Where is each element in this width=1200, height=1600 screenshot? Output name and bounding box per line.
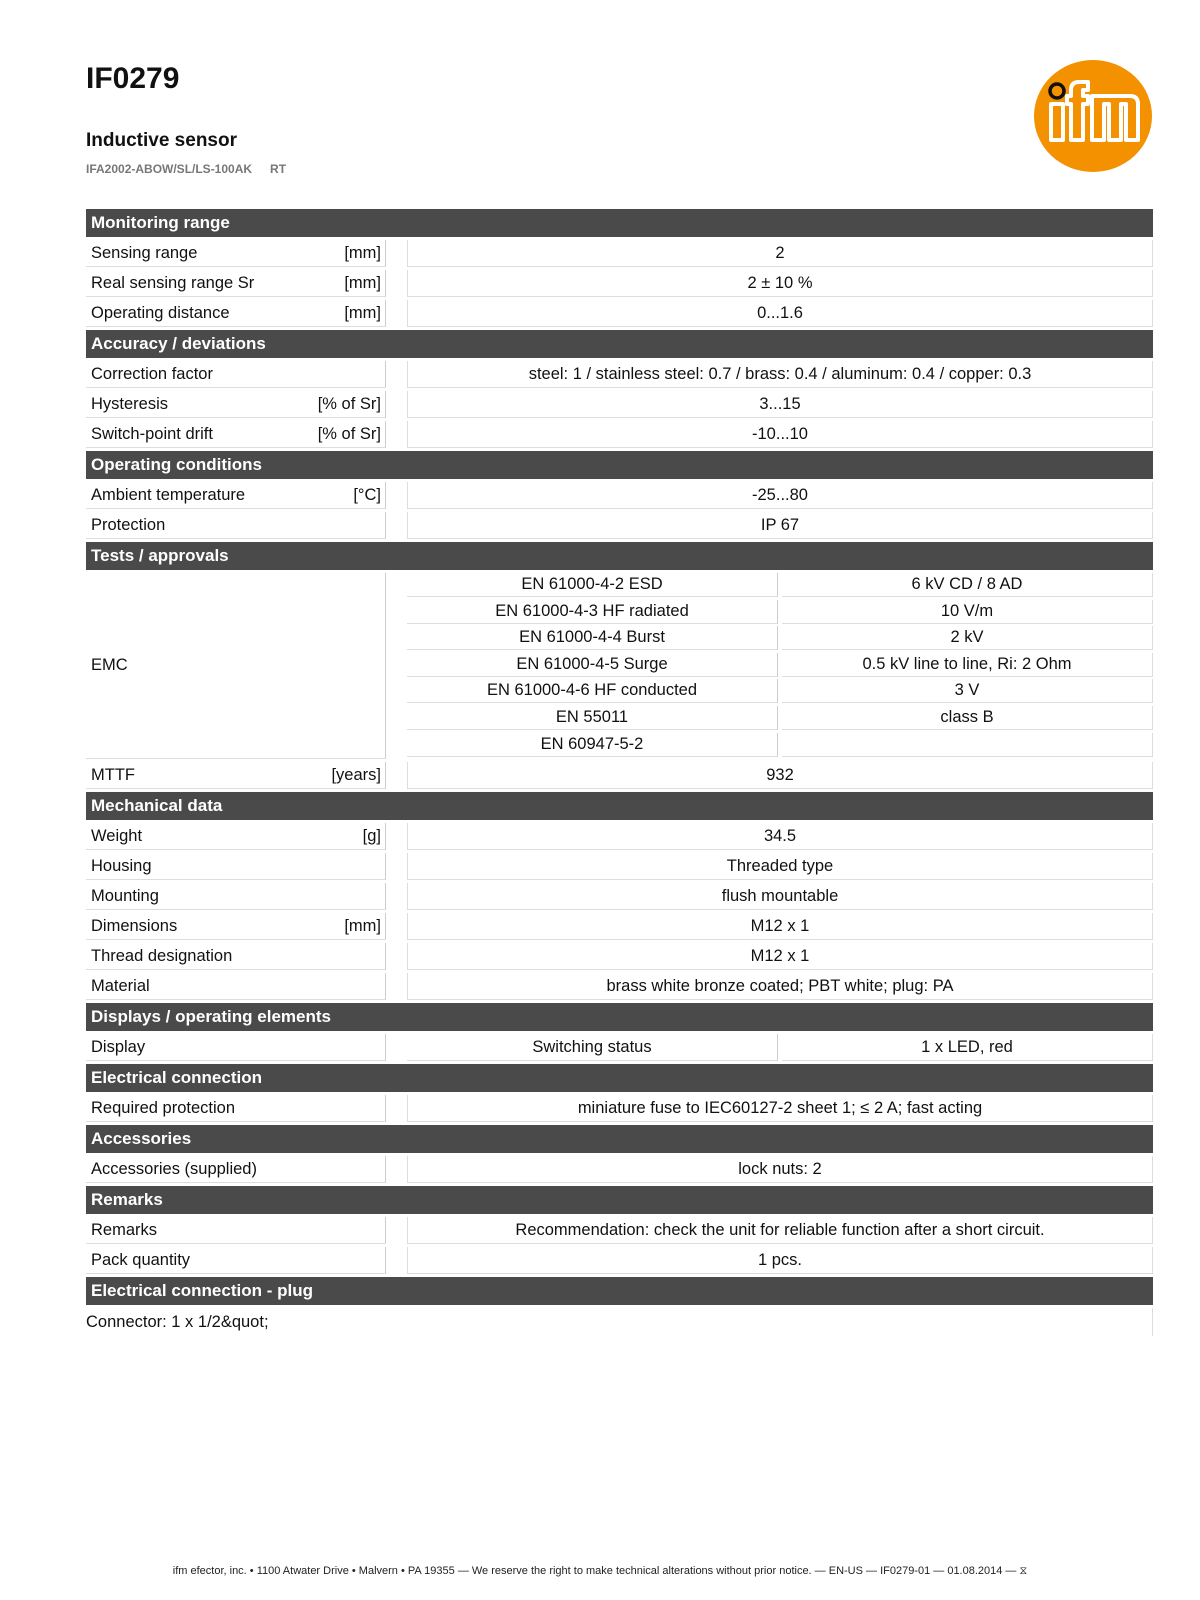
row-value: IP 67 bbox=[407, 512, 1153, 539]
row-label bbox=[86, 1247, 386, 1274]
product-title: IF0279 bbox=[86, 62, 180, 95]
label-text: Protection bbox=[91, 515, 166, 534]
emc-standard: EN 61000-4-6 HF conducted bbox=[407, 679, 778, 703]
section-header-mechanical: Mechanical data bbox=[86, 792, 1153, 820]
emc-grid bbox=[407, 573, 1153, 759]
emc-value: 10 V/m bbox=[782, 600, 1153, 624]
section-header-tests: Tests / approvals bbox=[86, 542, 1153, 570]
row-ambient-temperature bbox=[86, 482, 1153, 509]
row-value-split bbox=[407, 1034, 1153, 1061]
row-value: -10...10 bbox=[407, 421, 1153, 448]
label-text: Dimensions bbox=[91, 916, 178, 935]
label-text: Accessories (supplied) bbox=[91, 1159, 257, 1178]
row-value: steel: 1 / stainless steel: 0.7 / brass: 0.4 / aluminum: 0.4 / copper: 0.3 bbox=[407, 361, 1153, 388]
label-text: Weight bbox=[91, 826, 143, 845]
row-value: miniature fuse to IEC60127-2 sheet 1; ≤ 2 A; fast acting bbox=[407, 1095, 1153, 1122]
row-operating-distance bbox=[86, 300, 1153, 327]
section-header-operating: Operating conditions bbox=[86, 451, 1153, 479]
row-label bbox=[86, 482, 386, 509]
row-label bbox=[86, 823, 386, 850]
label-text: Operating distance bbox=[91, 303, 230, 322]
row-real-sensing-range bbox=[86, 270, 1153, 297]
row-value: 3...15 bbox=[407, 391, 1153, 418]
label-text: EMC bbox=[91, 656, 128, 674]
row-label bbox=[86, 913, 386, 940]
label-text: Mounting bbox=[91, 886, 159, 905]
row-label bbox=[86, 573, 386, 759]
row-switch-point-drift bbox=[86, 421, 1153, 448]
hourglass-icon: ⧖ bbox=[1019, 1565, 1028, 1577]
row-dimensions bbox=[86, 913, 1153, 940]
row-value: flush mountable bbox=[407, 883, 1153, 910]
row-label bbox=[86, 762, 386, 789]
unit-text: [mm] bbox=[344, 273, 381, 292]
row-label bbox=[86, 1095, 386, 1122]
emc-row bbox=[407, 653, 1153, 677]
row-protection bbox=[86, 512, 1153, 539]
emc-value bbox=[782, 733, 1153, 757]
row-value: Threaded type bbox=[407, 853, 1153, 880]
label-text: Ambient temperature bbox=[91, 485, 246, 504]
row-accessories bbox=[86, 1156, 1153, 1183]
label-text: Display bbox=[91, 1037, 146, 1056]
row-value: M12 x 1 bbox=[407, 913, 1153, 940]
row-thread-designation bbox=[86, 943, 1153, 970]
emc-standard: EN 55011 bbox=[407, 706, 778, 730]
section-header-accuracy: Accuracy / deviations bbox=[86, 330, 1153, 358]
row-label bbox=[86, 270, 386, 297]
row-label bbox=[86, 1217, 386, 1244]
row-value: 2 bbox=[407, 240, 1153, 267]
row-label bbox=[86, 853, 386, 880]
footer-text: ifm efector, inc. • 1100 Atwater Drive • Malvern • PA 19355 — We reserve the right to make technical alterations without prior notice. — EN-US — IF0279-01 — 01.08.2014 — bbox=[172, 1565, 1017, 1577]
row-correction-factor bbox=[86, 361, 1153, 388]
label-text: Required protection bbox=[91, 1098, 236, 1117]
row-hysteresis bbox=[86, 391, 1153, 418]
row-value: -25...80 bbox=[407, 482, 1153, 509]
emc-row bbox=[407, 679, 1153, 703]
row-value: 932 bbox=[407, 762, 1153, 789]
emc-row bbox=[407, 706, 1153, 730]
label-text: Remarks bbox=[91, 1220, 158, 1239]
row-mounting bbox=[86, 883, 1153, 910]
product-subtitle: Inductive sensor bbox=[86, 130, 237, 151]
row-label bbox=[86, 1034, 386, 1061]
section-header-accessories: Accessories bbox=[86, 1125, 1153, 1153]
emc-value: 0.5 kV line to line, Ri: 2 Ohm bbox=[782, 653, 1153, 677]
row-value: brass white bronze coated; PBT white; plug: PA bbox=[407, 973, 1153, 1000]
emc-row bbox=[407, 626, 1153, 650]
article-code-text: IFA2002-ABOW/SL/LS-100AK bbox=[86, 162, 253, 176]
emc-row bbox=[407, 573, 1153, 597]
row-label bbox=[86, 973, 386, 1000]
label-text: Material bbox=[91, 976, 150, 995]
row-label bbox=[86, 240, 386, 267]
row-material bbox=[86, 973, 1153, 1000]
row-sensing-range bbox=[86, 240, 1153, 267]
row-label bbox=[86, 361, 386, 388]
label-text: Correction factor bbox=[91, 364, 213, 383]
emc-standard: EN 60947-5-2 bbox=[407, 733, 778, 757]
unit-text: [mm] bbox=[344, 303, 381, 322]
row-label bbox=[86, 421, 386, 448]
row-pack-quantity bbox=[86, 1247, 1153, 1274]
unit-text: [°C] bbox=[353, 485, 381, 504]
data-sheet bbox=[86, 209, 1153, 1336]
page-footer bbox=[0, 1565, 1200, 1578]
emc-standard: EN 61000-4-2 ESD bbox=[407, 573, 778, 597]
row-remarks bbox=[86, 1217, 1153, 1244]
unit-text: [% of Sr] bbox=[317, 424, 381, 443]
section-header-electrical: Electrical connection bbox=[86, 1064, 1153, 1092]
row-value: 1 pcs. bbox=[407, 1247, 1153, 1274]
row-label bbox=[86, 512, 386, 539]
emc-block bbox=[86, 573, 1153, 759]
unit-text: [years] bbox=[331, 765, 381, 784]
emc-value: class B bbox=[782, 706, 1153, 730]
unit-text: [mm] bbox=[344, 916, 381, 935]
unit-text: [% of Sr] bbox=[317, 394, 381, 413]
row-label bbox=[86, 943, 386, 970]
row-label bbox=[86, 883, 386, 910]
row-value: 2 ± 10 % bbox=[407, 270, 1153, 297]
emc-value: 6 kV CD / 8 AD bbox=[782, 573, 1153, 597]
row-value: Recommendation: check the unit for reliable function after a short circuit. bbox=[407, 1217, 1153, 1244]
emc-standard: EN 61000-4-5 Surge bbox=[407, 653, 778, 677]
emc-row bbox=[407, 733, 1153, 757]
row-value: M12 x 1 bbox=[407, 943, 1153, 970]
display-value: 1 x LED, red bbox=[782, 1034, 1153, 1061]
row-label bbox=[86, 391, 386, 418]
row-label bbox=[86, 300, 386, 327]
label-text: Sensing range bbox=[91, 243, 198, 262]
article-suffix: RT bbox=[270, 162, 287, 176]
ifm-logo-mark bbox=[1034, 60, 1152, 172]
label-text: Housing bbox=[91, 856, 152, 875]
unit-text: [mm] bbox=[344, 243, 381, 262]
label-text: Real sensing range Sr bbox=[91, 273, 255, 292]
row-required-protection bbox=[86, 1095, 1153, 1122]
section-header-plug: Electrical connection - plug bbox=[86, 1277, 1153, 1305]
label-text: Hysteresis bbox=[91, 394, 169, 413]
section-header-displays: Displays / operating elements bbox=[86, 1003, 1153, 1031]
row-mttf bbox=[86, 762, 1153, 789]
unit-text: [g] bbox=[362, 826, 381, 845]
row-value: 0...1.6 bbox=[407, 300, 1153, 327]
ifm-logo bbox=[1034, 60, 1152, 172]
display-type: Switching status bbox=[407, 1034, 778, 1061]
row-weight bbox=[86, 823, 1153, 850]
section-header-monitoring: Monitoring range bbox=[86, 209, 1153, 237]
label-text: Switch-point drift bbox=[91, 424, 213, 443]
label-text: Pack quantity bbox=[91, 1250, 191, 1269]
emc-value: 2 kV bbox=[782, 626, 1153, 650]
emc-standard: EN 61000-4-4 Burst bbox=[407, 626, 778, 650]
emc-value: 3 V bbox=[782, 679, 1153, 703]
emc-row bbox=[407, 600, 1153, 624]
plug-connector-text: Connector: 1 x 1/2&quot; bbox=[86, 1308, 1153, 1336]
row-value: lock nuts: 2 bbox=[407, 1156, 1153, 1183]
row-label bbox=[86, 1156, 386, 1183]
article-code bbox=[86, 162, 286, 176]
emc-standard: EN 61000-4-3 HF radiated bbox=[407, 600, 778, 624]
row-value: 34.5 bbox=[407, 823, 1153, 850]
label-text: MTTF bbox=[91, 765, 135, 784]
label-text: Thread designation bbox=[91, 946, 233, 965]
row-display bbox=[86, 1034, 1153, 1061]
row-housing bbox=[86, 853, 1153, 880]
section-header-remarks: Remarks bbox=[86, 1186, 1153, 1214]
